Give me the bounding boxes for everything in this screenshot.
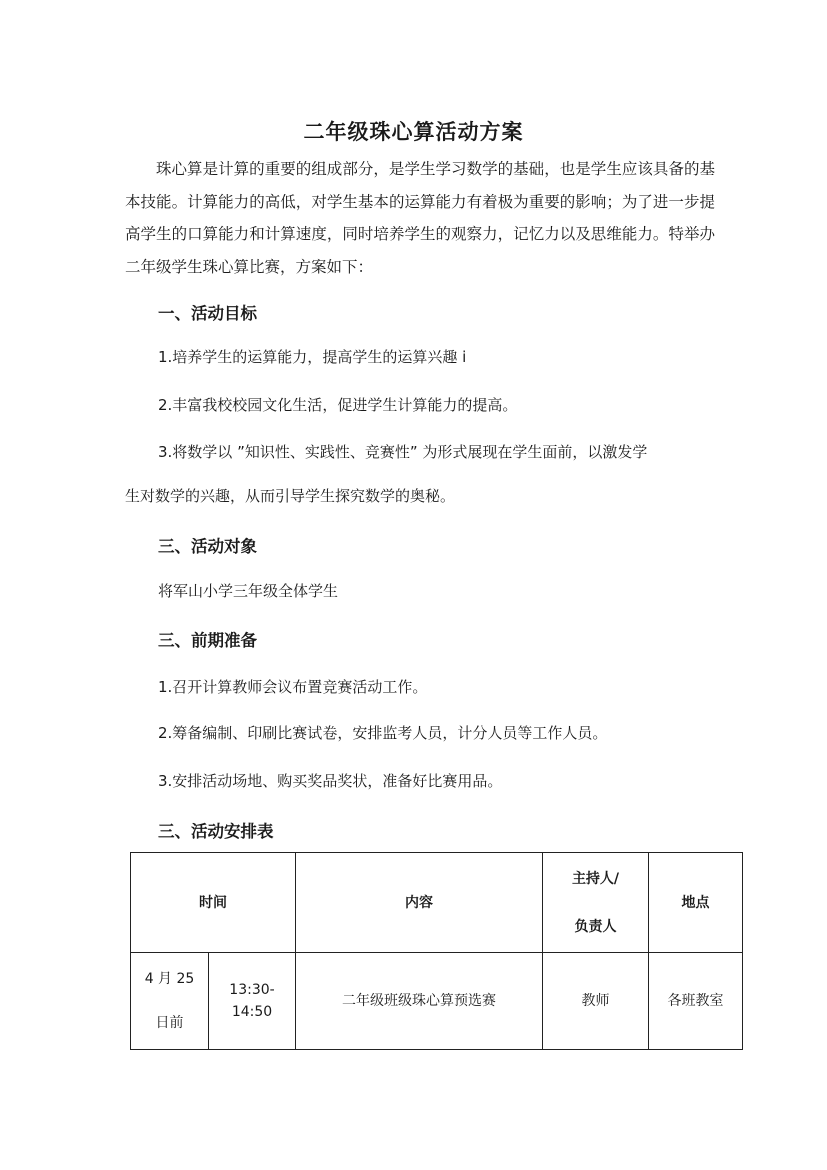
intro-text: 珠心算是计算的重要的组成部分，是学生学习数学的基础，也是学生应该具备的基本技能。计算能力的高低，对学生基本的运算能力有着极为重要的影响；为了进一步提高学生的口算能力和计算速度，同时培养学生的观察力，记忆力以及思维能力。特举办二年级学生珠心算比赛，方案如下： [125, 160, 715, 276]
goal-item-3: 3.将数学以 ”知识性、实践性、竞赛性” 为形式展现在学生面前，以激发学 [158, 443, 648, 461]
prep-item-2: 2.筹备编制、印刷比赛试卷，安排监考人员，计分人员等工作人员。 [158, 724, 608, 742]
prep-item-3: 3.安排活动场地、购买奖品奖状，准备好比赛用品。 [158, 772, 503, 790]
header-content: 内容 [296, 853, 543, 953]
document-title: 二年级珠心算活动方案 [303, 120, 524, 144]
intro-paragraph [125, 153, 715, 283]
cell-date-line2: 日前 [155, 1015, 184, 1031]
cell-host: 教师 [543, 953, 649, 1050]
cell-date [131, 953, 209, 1050]
header-host-line2: 负责人 [574, 918, 617, 935]
cell-date-line1: 4 月 25 [144, 971, 195, 987]
prep-item-1: 1.召开计算教师会议布置竞赛活动工作。 [158, 678, 428, 696]
target-text: 将军山小学三年级全体学生 [158, 582, 339, 600]
section-heading-goals: 一、活动目标 [158, 304, 257, 323]
section-heading-prep: 三、前期准备 [158, 631, 257, 650]
table-header-row [131, 853, 743, 953]
cell-place: 各班教室 [649, 953, 743, 1050]
header-time: 时间 [131, 853, 296, 953]
table-row [131, 953, 743, 1050]
section-heading-schedule: 三、活动安排表 [158, 822, 274, 841]
cell-time [209, 953, 296, 1050]
header-place: 地点 [649, 853, 743, 953]
section-heading-target: 三、活动对象 [158, 537, 257, 556]
schedule-table [130, 852, 743, 1050]
header-host [543, 853, 649, 953]
header-host-line1: 主持人/ [571, 870, 620, 887]
cell-time-line2: 14:50 [231, 1004, 273, 1020]
cell-time-line1: 13:30- [229, 982, 275, 998]
goal-item-3-continued: 生对数学的兴趣，从而引导学生探究数学的奥秘。 [125, 487, 456, 505]
goal-item-1: 1.培养学生的运算能力，提高学生的运算兴趣 i [158, 348, 467, 366]
cell-content: 二年级班级珠心算预选赛 [296, 953, 543, 1050]
goal-item-2: 2.丰富我校校园文化生活，促进学生计算能力的提高。 [158, 396, 518, 414]
